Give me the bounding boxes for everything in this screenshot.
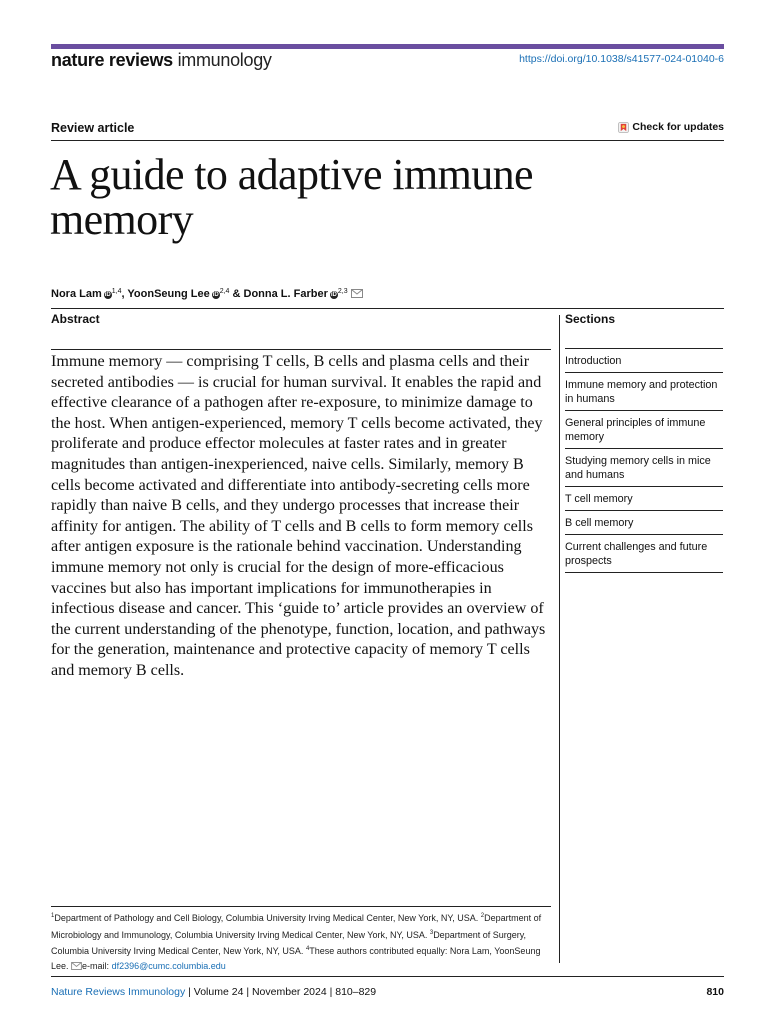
- orcid-icon[interactable]: iD: [104, 292, 111, 298]
- sections-list: [565, 349, 723, 573]
- doi-link[interactable]: https://doi.org/10.1038/s41577-024-01040-6: [519, 53, 724, 65]
- equal-contribution-note: These authors contributed equally: Nora Lam, YoonSeung Lee.: [51, 946, 541, 971]
- author-name[interactable]: Nora Lam: [51, 288, 102, 300]
- section-link-current-challenges[interactable]: Current challenges and future prospects: [565, 535, 723, 573]
- author-affiliation: 2,4: [219, 288, 230, 295]
- section-link-general-principles[interactable]: General principles of immune memory: [565, 411, 723, 449]
- author-separator: ,: [121, 288, 128, 300]
- journal-logo[interactable]: [51, 50, 272, 71]
- footer-issue-details: | Volume 24 | November 2024 | 810–829: [188, 986, 377, 998]
- sections-panel: [565, 312, 723, 573]
- check-updates-label: Check for updates: [632, 121, 724, 133]
- column-divider: [559, 315, 560, 963]
- corresponding-email-link[interactable]: df2396@cumc.columbia.edu: [111, 960, 226, 971]
- authors-rule: [51, 308, 724, 309]
- article-title: A guide to adaptive immune memory: [50, 150, 533, 244]
- section-link-t-cell-memory[interactable]: T cell memory: [565, 487, 723, 511]
- page-number: 810: [706, 986, 724, 998]
- sections-heading: Sections: [565, 312, 723, 349]
- footnote-marker: 3: [429, 929, 434, 936]
- mail-icon[interactable]: [351, 289, 363, 298]
- section-link-introduction[interactable]: Introduction: [565, 349, 723, 373]
- abstract-heading: Abstract: [51, 312, 100, 326]
- author-separator: &: [229, 288, 244, 300]
- check-for-updates-button[interactable]: [618, 121, 724, 133]
- header-accent-bar: [51, 44, 724, 49]
- footnote-marker: 1: [51, 913, 55, 919]
- footer-rule: [51, 976, 724, 977]
- affiliation-footnotes: [51, 909, 551, 973]
- page-footer: [51, 986, 376, 998]
- orcid-icon[interactable]: iD: [212, 292, 219, 298]
- author-list: [51, 288, 363, 300]
- section-link-b-cell-memory[interactable]: B cell memory: [565, 511, 723, 535]
- abstract-rule: [51, 349, 551, 350]
- email-label: e-mail:: [82, 960, 110, 971]
- section-link-immune-memory-protection[interactable]: Immune memory and protection in humans: [565, 373, 723, 411]
- footnote-marker: 2: [480, 913, 485, 919]
- author-name[interactable]: Donna L. Farber: [243, 288, 328, 300]
- brand-bold: nature reviews: [51, 50, 173, 70]
- author-affiliation: 2,3: [337, 288, 348, 295]
- article-type: Review article: [51, 121, 135, 135]
- affiliation-2: Department of Microbiology and Immunology, Columbia University Irving Medical Center, New York, NY, USA.: [51, 913, 542, 940]
- mail-icon: [71, 962, 82, 970]
- affiliation-1: Department of Pathology and Cell Biology, Columbia University Irving Medical Center, New York, NY, USA.: [54, 913, 479, 923]
- orcid-icon[interactable]: iD: [330, 292, 337, 298]
- footer-journal-link[interactable]: Nature Reviews Immunology: [51, 986, 186, 998]
- header-rule: [51, 140, 724, 141]
- check-updates-icon: [618, 122, 629, 133]
- affiliation-3: Department of Surgery, Columbia University Irving Medical Center, New York, NY, USA.: [51, 929, 527, 956]
- abstract-text: Immune memory — comprising T cells, B cells and plasma cells and their secreted antibodies — is crucial for human survival. It enables the rapid and effective clearance of a pathogen after re-exposure, to minimize damage to the host. When antigen-experienced, memory T cells become activated, they proliferate and produce effector molecules at faster rates and in greater magnitudes than antigen-inexperienced, naive cells. Similarly, memory B cells become activated and differentiate into antibody-secreting cells more rapidly than naive B cells, and they undergo processes that increase their affinity for antigen. The ability of T cells and B cells to form memory cells after antigen exposure is the rationale behind vaccination. Understanding immune memory not only is crucial for the design of more-efficacious vaccines but also has important implications for immunotherapies in infectious disease and cancer. This ‘guide to’ article provides an overview of the current understanding of the phenotype, function, location, and pathways for the generation, maintenance and protective capacity of memory T cells and memory B cells.: [51, 353, 546, 679]
- brand-light: immunology: [177, 50, 272, 70]
- section-link-studying-memory-cells[interactable]: Studying memory cells in mice and humans: [565, 449, 723, 487]
- footnote-marker: 4: [305, 946, 310, 952]
- footnote-rule: [51, 906, 551, 907]
- author-name[interactable]: YoonSeung Lee: [127, 288, 210, 300]
- author-affiliation: 1,4: [111, 288, 122, 295]
